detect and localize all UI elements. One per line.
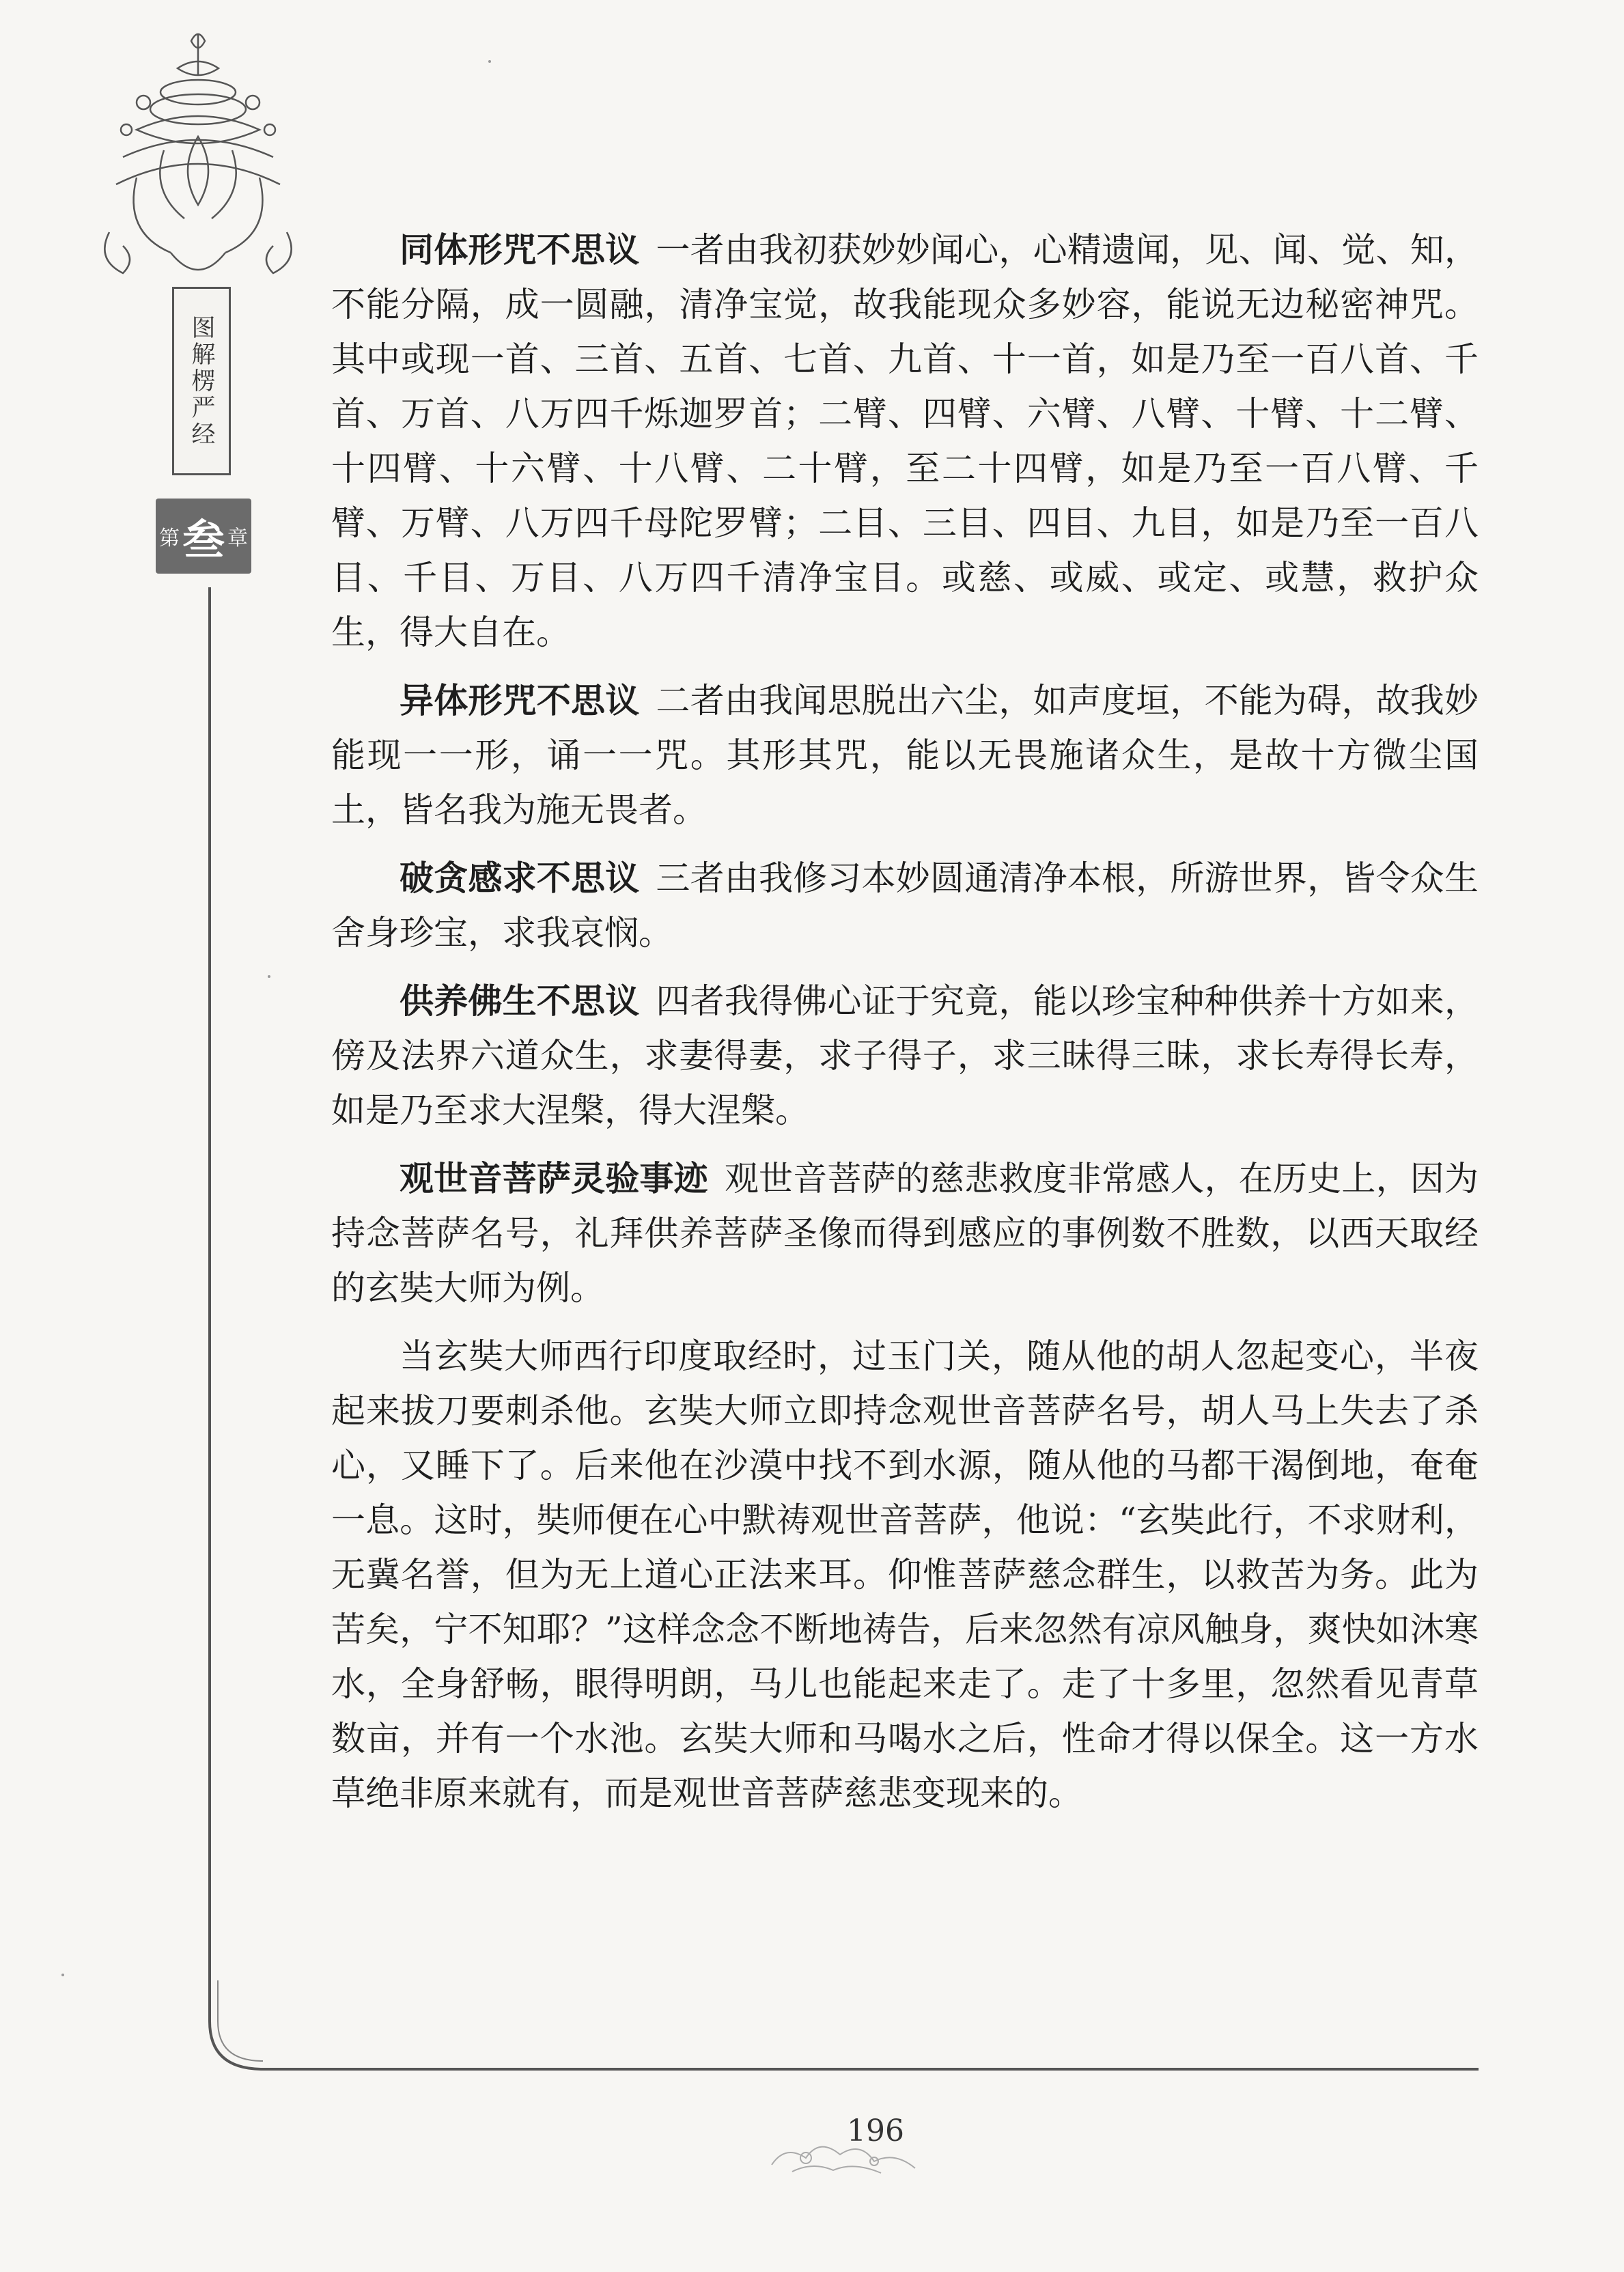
paragraph-body: 二者由我闻思脱出六尘，如声度垣，不能为碍，故我妙能现一一形，诵一一咒。其形其咒，能以无畏施诸众生，是故十方微尘国土，皆名我为施无畏者。 [331,681,1479,830]
chapter-number: 叁 [182,514,225,565]
book-title-label: 图解楞严经 [172,287,231,475]
lotus-ornament-icon [96,27,300,314]
page-border-curve [208,1980,1479,2083]
paragraph-body: 三者由我修习本妙圆通清净本根，所游世界，皆令众生舍身珍宝，求我哀悯。 [331,858,1479,953]
chapter-prefix: 第 [158,527,180,550]
paragraph [331,851,1479,960]
scan-speck [488,60,491,63]
paragraph-body: 当玄奘大师西行印度取经时，过玉门关，随从他的胡人忽起变心，半夜起来拔刀要刺杀他。玄奘大师立即持念观世音菩萨名号，胡人马上失去了杀心，又睡下了。后来他在沙漠中找不到水源，随从他的马都干渴倒地，奄奄一息。这时，奘师便在心中默祷观世音菩萨，他说：“玄奘此行，不求财利，无冀名誉，但为无上道心正法来耳。仰惟菩萨慈念群生，以救苦为务。此为苦矣，宁不知耶？”这样念念不断地祷告，后来忽然有凉风触身，爽快如沐寒水，全身舒畅，眼得明朗，马儿也能起来走了。走了十多里，忽然看见青草数亩，并有一个水池。玄奘大师和马喝水之后，性命才得以保全。这一方水草绝非原来就有，而是观世音菩萨慈悲变现来的。 [331,1336,1479,1813]
main-text [331,223,1479,1834]
chapter-suffix: 章 [227,527,248,550]
paragraph-body: 一者由我初获妙妙闻心，心精遗闻，见、闻、觉、知，不能分隔，成一圆融，清净宝觉，故我能现众多妙容，能说无边秘密神咒。其中或现一首、三首、五首、七首、九首、十一首，如是乃至一百八首、千首、万首、八万四千烁迦罗首；二臂、四臂、六臂、八臂、十臂、十二臂、十四臂、十六臂、十八臂、二十臂，至二十四臂，如是乃至一百八臂、千臂、万臂、八万四千母陀罗臂；二目、三目、四目、九目，如是乃至一百八目、千目、万目、八万四千清净宝目。或慈、或威、或定、或慧，救护众生，得大自在。 [331,230,1479,652]
paragraph [331,974,1479,1138]
paragraph-heading: 破贪感求不思议 [400,858,640,898]
paragraph-heading: 供养佛生不思议 [400,981,640,1021]
paragraph [331,223,1479,660]
paragraph-heading: 同体形咒不思议 [400,230,640,270]
paragraph [331,1151,1479,1315]
paragraph-body: 四者我得佛心证于究竟，能以珍宝种种供养十方如来，傍及法界六道众生，求妻得妻，求子得子，求三昧得三昧，求长寿得长寿，如是乃至求大涅槃，得大涅槃。 [331,981,1479,1130]
scan-speck [268,975,270,978]
page-number: 196 [847,2114,904,2148]
scan-speck [61,1974,64,1976]
paragraph-body: 观世音菩萨的慈悲救度非常感人，在历史上，因为持念菩萨名号，礼拜供养菩萨圣像而得到感应的事例数不胜数，以西天取经的玄奘大师为例。 [331,1159,1479,1308]
page-spine-line [208,587,211,2001]
paragraph-heading: 观世音菩萨灵验事迹 [400,1159,708,1198]
paragraph [331,1329,1479,1821]
paragraph-heading: 异体形咒不思议 [400,681,640,720]
chapter-tab [156,499,251,574]
paragraph [331,673,1479,837]
